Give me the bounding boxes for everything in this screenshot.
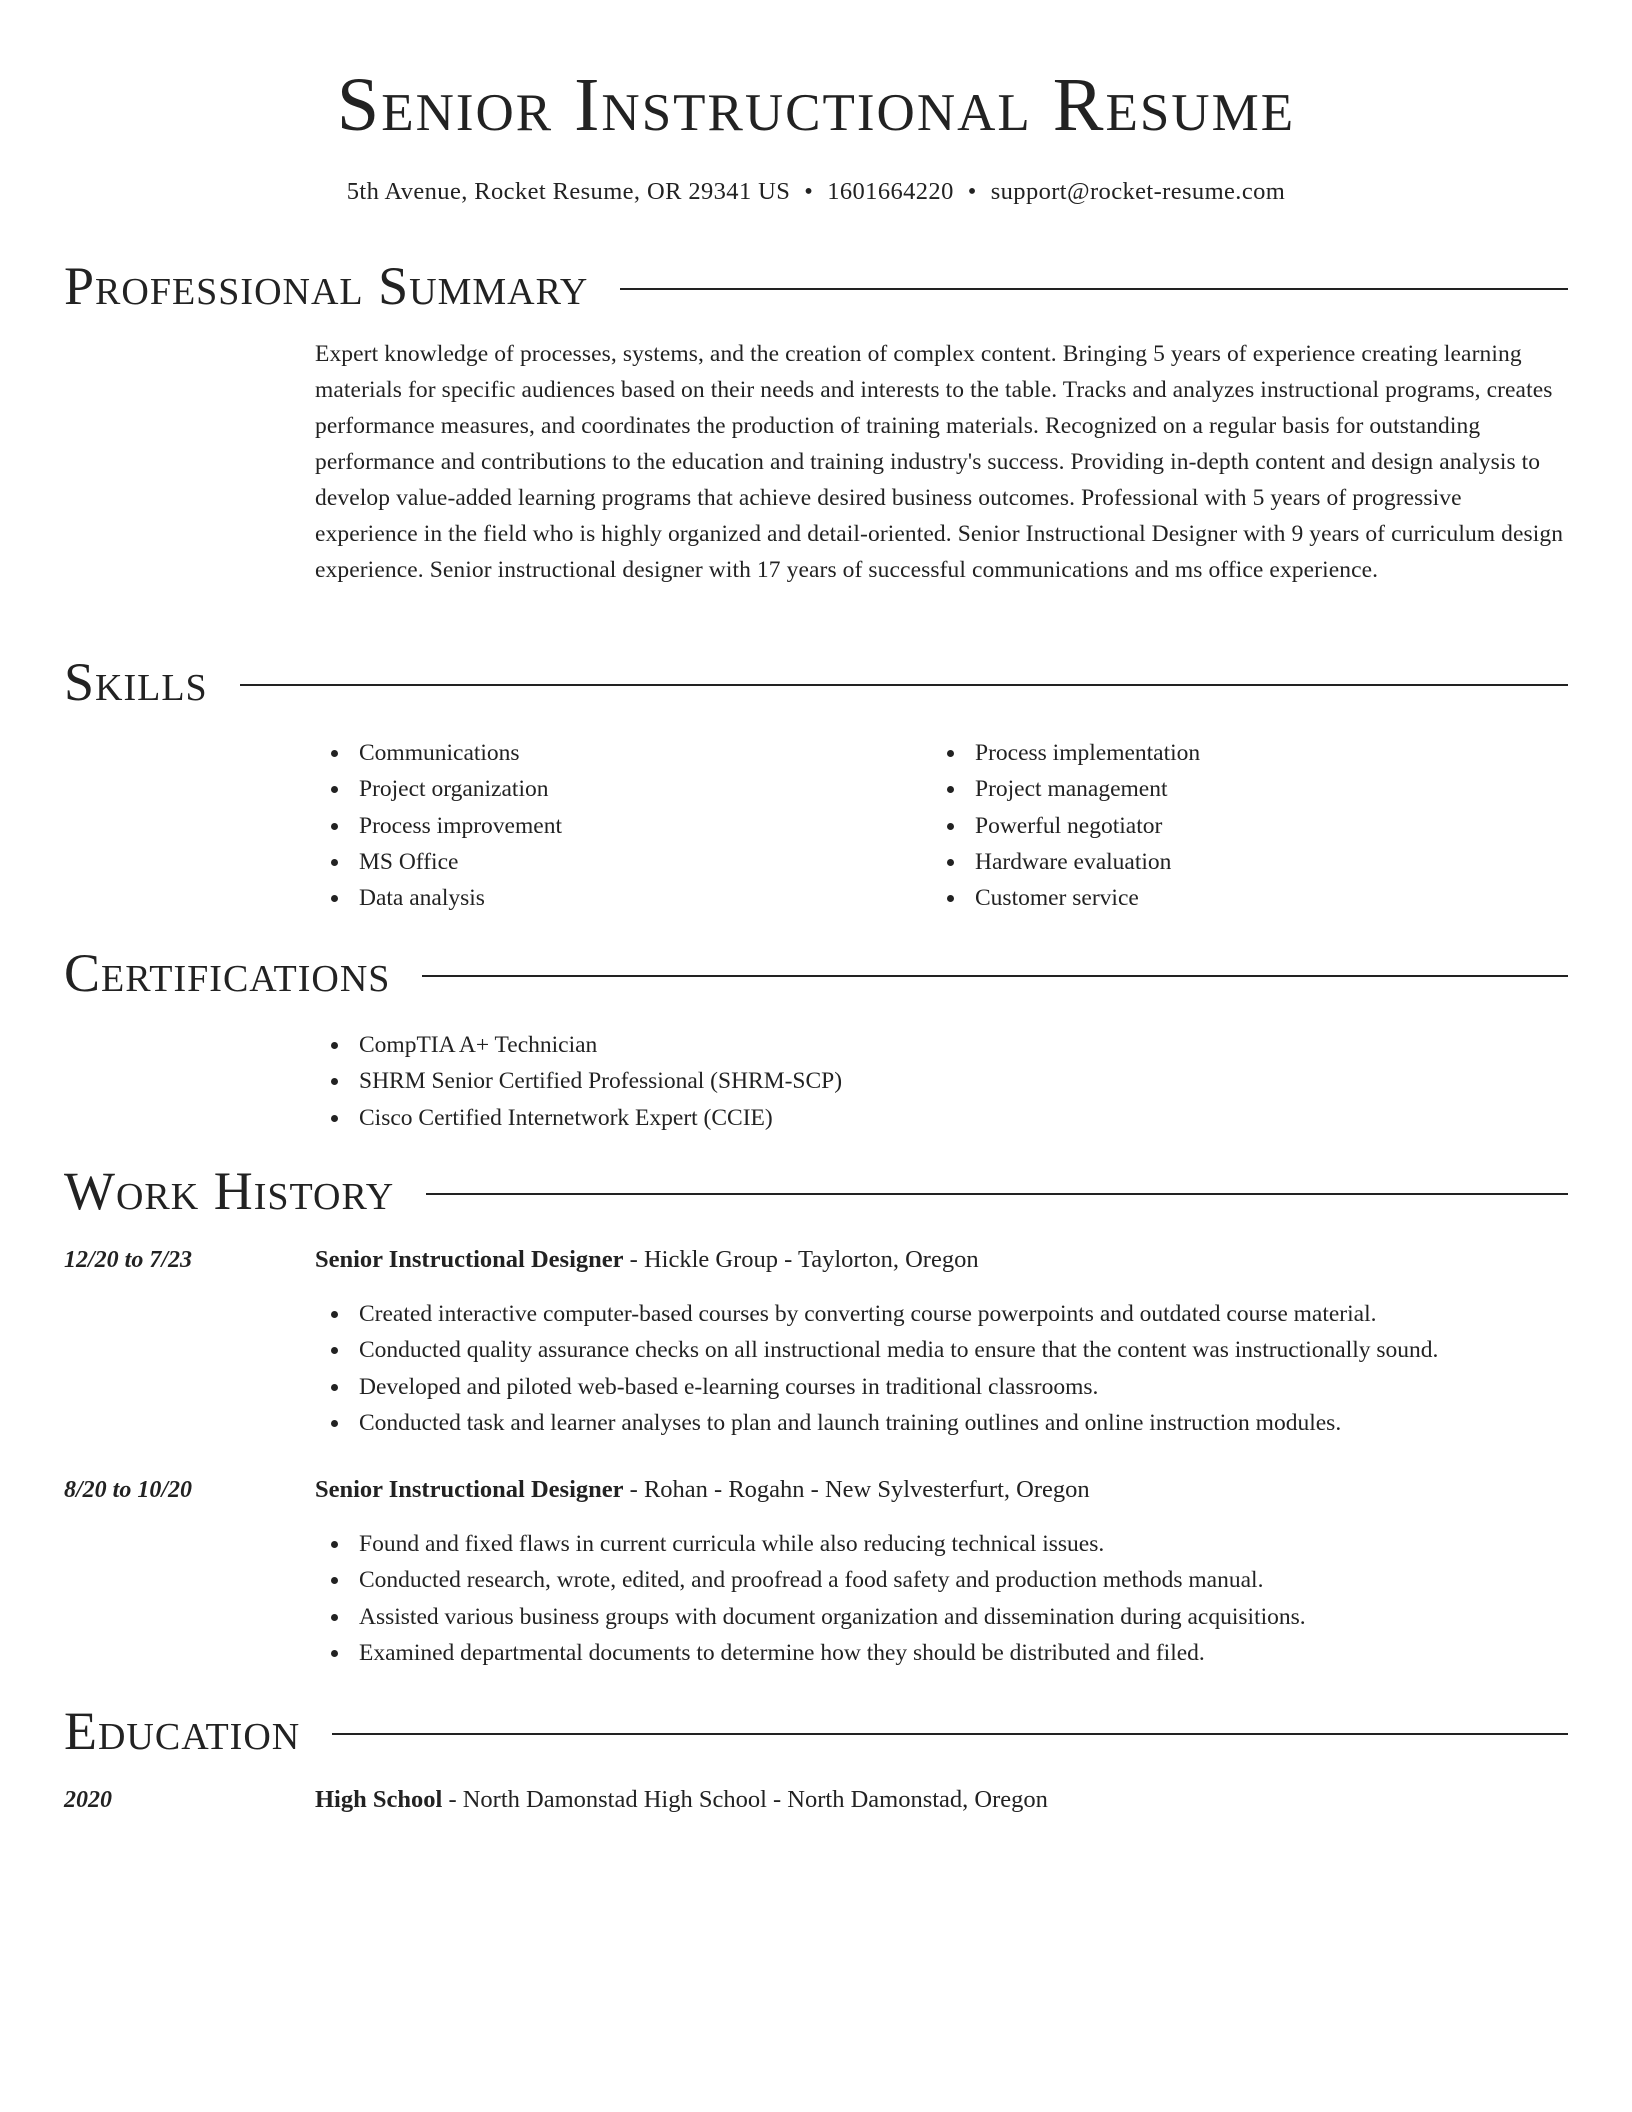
skills-list-right [931,735,1200,916]
resume-page [64,0,1568,2112]
summary-text: Expert knowledge of processes, systems, and the creation of complex content. Bringing 5 years of experience creating learning materials for specific audiences based on their needs and interests to the table. Tracks and analyzes instructional programs, creates performance measures, and coordinates the production of training materials. Recognized on a regular basis for outstanding performance and contributions to the education and training industry's success. Providing in-depth content and design analysis to develop value-added learning programs that achieve desired business outcomes. Professional with 5 years of progressive experience in the field who is highly organized and detail-oriented. Senior Instructional Designer with 9 years of curriculum design experience. Senior instructional designer with 17 years of successful communications and ms office experience. [315,341,1564,583]
job-title-line [315,1472,1090,1508]
job-employer: - Rohan - Rogahn - New Sylvesterfurt, Oregon [623,1476,1090,1503]
skill-item: MS Office [315,844,562,880]
work-history-section-header [64,1161,1568,1221]
contact-email: support@rocket-resume.com [990,178,1286,205]
skill-item: Process implementation [931,735,1200,771]
section-divider [422,975,1568,977]
certifications-heading: Certifications [64,943,391,1003]
skill-item: Data analysis [315,880,562,916]
skill-item: Customer service [931,880,1200,916]
job-duty-item: Examined departmental documents to determine how they should be distributed and filed. [315,1635,1306,1671]
job-duty-item: Conducted research, wrote, edited, and proofread a food safety and production methods manual. [315,1562,1306,1598]
job-duty-item: Developed and piloted web-based e-learning courses in traditional classrooms. [315,1369,1438,1405]
job-duty-item: Found and fixed flaws in current curricula while also reducing technical issues. [315,1526,1306,1562]
job-title: Senior Instructional Designer [315,1246,624,1273]
education-degree: High School [315,1786,443,1813]
job-employer: - Hickle Group - Taylorton, Oregon [623,1246,979,1273]
education-section-header [64,1701,1568,1761]
section-divider [426,1193,1568,1195]
section-divider [240,684,1568,686]
section-divider [332,1733,1568,1735]
skill-item: Process improvement [315,808,562,844]
contact-separator: • [804,178,814,205]
job-duty-item: Assisted various business groups with document organization and dissemination during acquisitions. [315,1599,1306,1635]
certification-item: CompTIA A+ Technician [315,1027,842,1063]
certifications-list [315,1027,842,1136]
skills-heading: Skills [64,652,208,712]
skill-item: Powerful negotiator [931,808,1200,844]
education-line [315,1782,1048,1818]
section-divider [620,288,1568,290]
summary-heading: Professional Summary [64,256,589,316]
education-year: 2020 [64,1787,112,1813]
job-duty-item: Conducted quality assurance checks on all instructional media to ensure that the content was instructionally sound. [315,1332,1438,1368]
resume-name: Senior Instructional Resume [336,63,1296,147]
certification-item: SHRM Senior Certified Professional (SHRM-SCP) [315,1063,842,1099]
job-duties-list [315,1526,1306,1671]
contact-separator: • [967,178,977,205]
certifications-section-header [64,943,1568,1003]
job-duty-item: Created interactive computer-based courses by converting course powerpoints and outdated course material. [315,1296,1438,1332]
skill-item: Communications [315,735,562,771]
education-school: - North Damonstad High School - North Damonstad, Oregon [442,1786,1048,1813]
skills-list-left [315,735,562,916]
job-title: Senior Instructional Designer [315,1476,624,1503]
contact-phone: 1601664220 [827,178,954,205]
work-history-heading: Work History [64,1161,395,1221]
job-duty-item: Conducted task and learner analyses to plan and launch training outlines and online instruction modules. [315,1405,1438,1441]
summary-section-header [64,256,1568,316]
skill-item: Hardware evaluation [931,844,1200,880]
job-duties-list [315,1296,1438,1441]
contact-line [64,174,1568,210]
job-dates: 8/20 to 10/20 [64,1477,193,1503]
certification-item: Cisco Certified Internetwork Expert (CCIE) [315,1100,842,1136]
skills-section-header [64,652,1568,712]
job-title-line [315,1242,979,1278]
job-dates: 12/20 to 7/23 [64,1247,193,1273]
education-heading: Education [64,1701,301,1761]
skill-item: Project management [931,771,1200,807]
contact-address: 5th Avenue, Rocket Resume, OR 29341 US [346,178,791,205]
skill-item: Project organization [315,771,562,807]
